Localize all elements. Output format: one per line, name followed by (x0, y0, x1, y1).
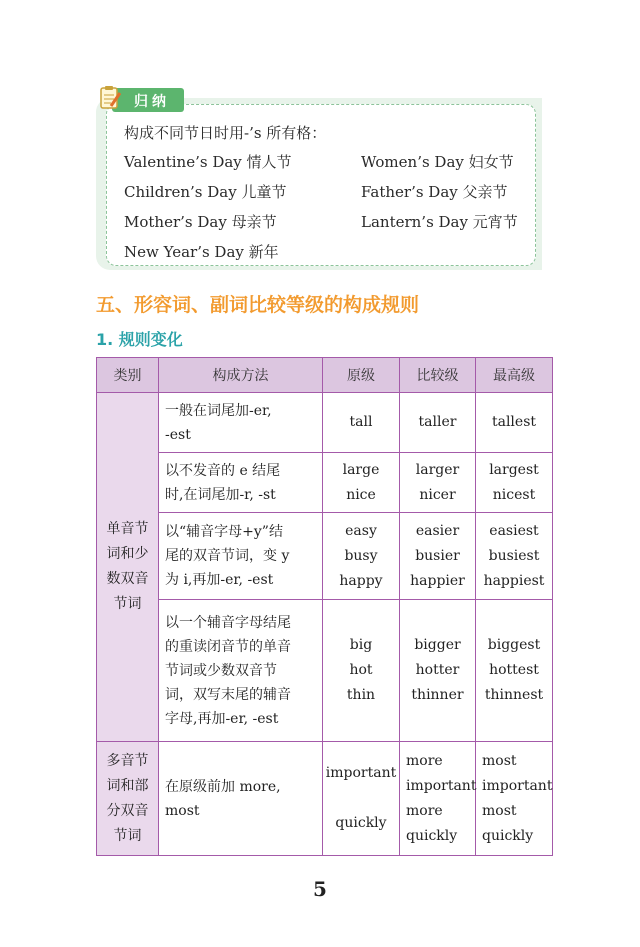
table-row (97, 453, 553, 513)
base-cell (323, 600, 400, 742)
method-line: 在原级前加 more, (165, 778, 281, 795)
word: larger (415, 461, 460, 478)
holiday-item: Children’s Day 儿童节 (124, 183, 287, 201)
word: quickly (406, 827, 458, 844)
category-line: 多音节 (106, 752, 149, 769)
word: big (349, 637, 373, 653)
category-line: 节词 (113, 827, 142, 844)
word: most (482, 802, 517, 819)
word: thinner (411, 687, 464, 703)
method-line: 以一个辅音字母结尾 (165, 614, 291, 631)
category-line: 数双音 (106, 571, 149, 587)
word: bigger (414, 637, 461, 653)
superlative-cell (476, 742, 553, 856)
method-line: 以不发音的 e 结尾 (165, 462, 281, 479)
word: important (482, 777, 553, 794)
category-line: 分双音 (106, 802, 149, 819)
method-line: 一般在词尾加-er, (165, 402, 272, 419)
word: quickly (335, 815, 387, 831)
table-row (97, 600, 553, 742)
header-comparative: 比较级 (400, 358, 476, 393)
word: biggest (487, 637, 541, 653)
method-line: 词，双写末尾的辅音 (165, 686, 291, 703)
holiday-item: Women’s Day 妇女节 (361, 153, 514, 171)
word: important (325, 765, 397, 781)
method-cell (159, 742, 323, 856)
base-cell (323, 513, 400, 600)
holiday-item: Lantern’s Day 元宵节 (361, 213, 518, 231)
base-cell (323, 453, 400, 513)
summary-intro: 构成不同节日时用-’s 所有格： (124, 124, 327, 142)
word: happier (410, 572, 465, 589)
word: easy (345, 522, 377, 539)
word: important (406, 777, 477, 794)
comparative-cell (400, 742, 476, 856)
word: taller (418, 414, 457, 430)
comparative-cell (400, 600, 476, 742)
category-line: 单音节 (106, 521, 149, 537)
word: nicer (419, 486, 456, 503)
header-superlative: 最高级 (476, 358, 553, 393)
word: happy (339, 572, 383, 589)
method-cell (159, 393, 323, 453)
word: happiest (483, 572, 545, 589)
superlative-cell (476, 513, 553, 600)
header-method: 构成方法 (159, 358, 323, 393)
method-line: 的重读闭音节的单音 (165, 638, 291, 655)
holiday-item: Valentine’s Day 情人节 (124, 153, 292, 171)
method-line: 以“辅音字母+y”结 (165, 524, 283, 540)
superlative-cell (476, 393, 553, 453)
superlative-cell (476, 453, 553, 513)
method-line: 时,在词尾加-r, -st (165, 486, 276, 503)
holiday-item: Mother’s Day 母亲节 (124, 213, 277, 231)
word: busy (344, 547, 378, 564)
category-line: 节词 (113, 596, 142, 612)
word: thin (346, 687, 376, 703)
summary-tag-label: 归纳 (134, 94, 170, 110)
method-cell (159, 513, 323, 600)
summary-tag (112, 88, 184, 112)
word: nicest (492, 486, 536, 503)
method-line: 为 i,再加-er, -est (165, 572, 274, 588)
method-line: most (165, 802, 200, 819)
holiday-item: Father’s Day 父亲节 (361, 183, 508, 201)
category-line: 词和少 (106, 546, 149, 562)
word: large (342, 461, 380, 478)
word: busiest (488, 547, 540, 564)
word: largest (489, 461, 539, 478)
category-cell (97, 393, 159, 742)
method-cell (159, 600, 323, 742)
word: nice (346, 486, 376, 503)
word: hottest (489, 662, 539, 678)
category-line: 词和部 (106, 777, 149, 794)
category-cell (97, 742, 159, 856)
method-line: 尾的双音节词，变 y (165, 548, 290, 564)
word: tall (349, 414, 373, 430)
table-row (97, 513, 553, 600)
spacer (323, 786, 399, 811)
word: easiest (489, 522, 539, 539)
comparative-cell (400, 393, 476, 453)
word: quickly (482, 827, 534, 844)
base-cell (323, 742, 400, 856)
word: tallest (491, 414, 537, 430)
word: more (406, 752, 443, 769)
word: busier (415, 547, 460, 564)
section-title: 五、形容词、副词比较等级的构成规则 (96, 294, 420, 316)
summary-box (96, 98, 542, 270)
method-line: -est (165, 426, 191, 443)
method-cell (159, 453, 323, 513)
table-row (97, 393, 553, 453)
header-category: 类别 (97, 358, 159, 393)
base-cell (323, 393, 400, 453)
word: thinnest (484, 687, 544, 703)
word: hot (349, 662, 373, 678)
method-line: 节词或少数双音节 (165, 662, 277, 679)
superlative-cell (476, 600, 553, 742)
page-number: 5 (313, 877, 327, 901)
word: most (482, 752, 517, 769)
holiday-item: New Year’s Day 新年 (124, 243, 279, 261)
table-row (97, 742, 553, 856)
word: hotter (415, 662, 460, 678)
method-line: 字母,再加-er, -est (165, 710, 279, 727)
clipboard-pencil-icon (99, 84, 121, 110)
word: more (406, 802, 443, 819)
header-base: 原级 (323, 358, 400, 393)
comparison-rules-table (96, 357, 553, 856)
comparative-cell (400, 453, 476, 513)
word: easier (415, 522, 460, 539)
table-header-row (97, 358, 553, 393)
comparative-cell (400, 513, 476, 600)
sub-title: 1. 规则变化 (96, 330, 183, 349)
